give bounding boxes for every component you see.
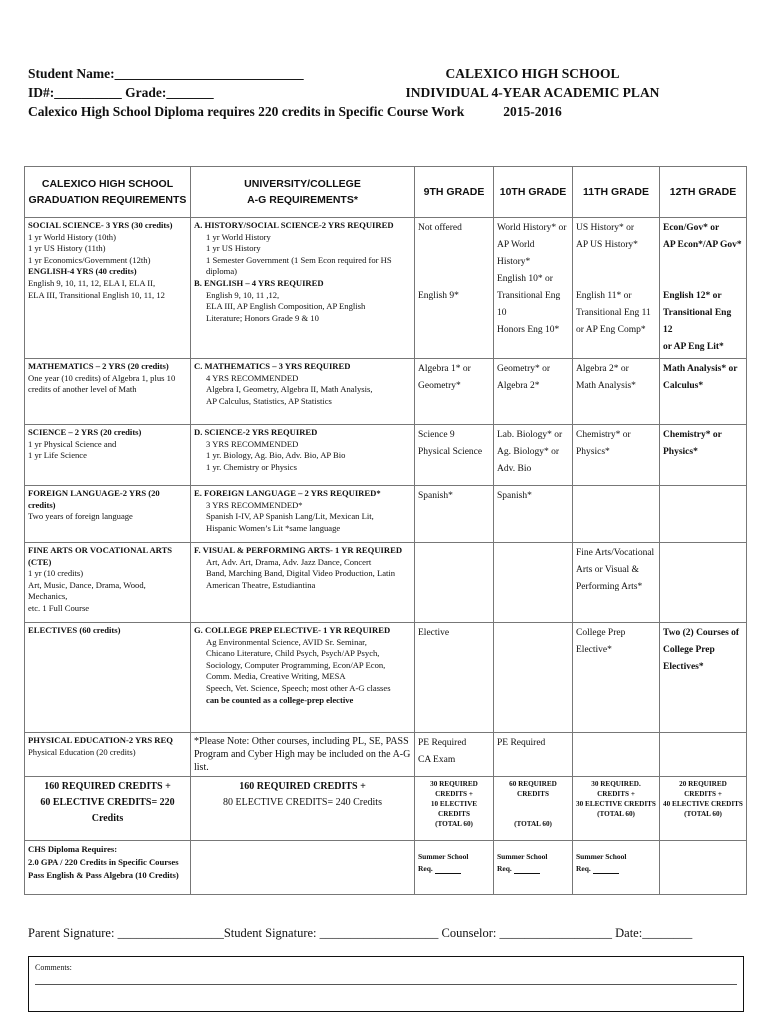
ag-requirements-cell <box>191 486 415 543</box>
cell-line: Algebra 2* or <box>576 364 629 374</box>
academic-plan-table <box>24 166 747 895</box>
totals-line: (TOTAL 60) <box>597 810 635 818</box>
cell-line: SOCIAL SCIENCE- 3 YRS (30 credits) <box>28 220 173 230</box>
12th-grade-totals-cell <box>660 777 747 841</box>
cell-line: Fine Arts/Vocational <box>576 548 655 558</box>
cell-line: English 12* or <box>663 291 722 301</box>
totals-line: CREDITS + <box>597 790 635 798</box>
9th-grade-diploma-cell <box>415 841 494 895</box>
cell-line: Physics* <box>663 447 698 457</box>
totals-line: CREDITS <box>517 790 549 798</box>
cell-line: 1 yr US History (11th) <box>28 243 106 254</box>
9th-grade-cell <box>415 543 494 623</box>
signature-line[interactable]: Parent Signature: _________________Student Signature: ___________________ Counselor: __________________ Date:________ <box>28 926 693 940</box>
cell-line: 1 yr Physical Science and <box>28 438 117 449</box>
req-label: Req. <box>497 863 512 873</box>
diploma-line: 2.0 GPA / 220 Credits in Specific Courses <box>28 857 179 867</box>
cell-line: English 9* <box>418 291 459 301</box>
cell-line: Transitional Eng <box>497 291 561 301</box>
summer-school-label: Summer School <box>576 852 627 861</box>
cell-line: ENGLISH-4 YRS (40 credits) <box>28 266 137 277</box>
id-grade-line: ID#:__________ Grade:_______ <box>28 85 214 100</box>
header-10th-grade: 10TH GRADE <box>494 167 573 218</box>
cell-line: AP World <box>497 240 535 250</box>
9th-grade-cell <box>415 218 494 359</box>
cell-line: E. FOREIGN LANGUAGE – 2 YRS REQUIRED* <box>194 488 381 498</box>
cell-line: PE Required <box>497 738 546 748</box>
cell-line: College Prep <box>663 645 715 655</box>
cell-line: American Theatre, Estudiantina <box>206 579 316 590</box>
9th-grade-cell <box>415 425 494 486</box>
10th-grade-cell <box>494 218 573 359</box>
cell-line: can be counted as a college-prep elective <box>206 694 354 705</box>
cell-line: AP Econ*/AP Gov* <box>663 240 742 250</box>
cell-line: Literature; Honors Grade 9 & 10 <box>206 312 319 323</box>
cell-line: Math Analysis* <box>576 381 636 391</box>
cell-line: Two (2) Courses of <box>663 628 740 638</box>
12th-grade-cell <box>660 623 747 733</box>
totals-line: 80 ELECTIVE CREDITS= 240 Credits <box>223 797 382 808</box>
totals-line: 60 REQUIRED <box>509 780 557 788</box>
table-row <box>25 733 747 777</box>
cell-line <box>576 271 656 288</box>
cell-line: English 9, 10, 11, 12, ELA I, ELA II, <box>28 277 156 288</box>
11th-grade-totals-cell <box>573 777 660 841</box>
req-label: Req. <box>576 863 591 873</box>
10th-grade-diploma-cell <box>494 841 573 895</box>
table-row <box>25 359 747 425</box>
cell-line: FOREIGN LANGUAGE-2 YRS (20 credits) <box>28 488 160 510</box>
totals-line: 30 REQUIRED. <box>591 780 641 788</box>
totals-line: CREDITS <box>438 810 470 818</box>
cell-line <box>418 237 490 254</box>
totals-line: 60 ELECTIVE CREDITS= 220 Credits <box>40 797 175 824</box>
cell-line: Elective* <box>576 645 612 655</box>
cell-line: 1 yr US History <box>206 243 261 254</box>
cell-line: Speech, Vet. Science, Speech; most other A-G classes <box>206 682 391 693</box>
9th-grade-totals-cell <box>415 777 494 841</box>
cell-line: Elective <box>418 628 450 638</box>
cell-line: 3 YRS RECOMMENDED* <box>206 499 303 510</box>
cell-line: Physical Education (20 credits) <box>28 746 136 757</box>
cell-line: One year (10 credits) of Algebra 1, plus 10 <box>28 372 176 383</box>
cell-line: World History* or <box>497 223 567 233</box>
cell-line: Band, Marching Band, Digital Video Production, Latin <box>206 568 396 579</box>
table-row <box>25 543 747 623</box>
cell-line: Art, Adv. Art, Drama, Adv. Jazz Dance, Concert <box>206 556 372 567</box>
cell-line: 3 YRS RECOMMENDED <box>206 438 299 449</box>
graduation-requirements-totals-cell <box>25 777 191 841</box>
req-label: Req. <box>418 863 433 873</box>
cell-line: Ag Environmental Science, AVID Sr. Seminar, <box>206 636 367 647</box>
ag-requirements-cell <box>191 543 415 623</box>
table-row <box>25 425 747 486</box>
graduation-requirements-cell <box>25 733 191 777</box>
cell-line: 1 yr. Chemistry or Physics <box>206 461 297 472</box>
ag-requirements-cell <box>191 425 415 486</box>
cell-line: Transitional Eng 11 <box>576 308 651 318</box>
diploma-row <box>25 841 747 895</box>
graduation-requirements-diploma-cell <box>25 841 191 895</box>
diploma-requirement-line: Calexico High School Diploma requires 220 credits in Specific Course Work <box>28 104 465 119</box>
cell-line <box>418 254 490 271</box>
header-graduation-requirements: CALEXICO HIGH SCHOOL GRADUATION REQUIREMENTS <box>25 167 191 218</box>
graduation-requirements-cell <box>25 543 191 623</box>
cell-line: Two years of foreign language <box>28 511 133 522</box>
11th-grade-cell <box>573 623 660 733</box>
graduation-requirements-cell <box>25 359 191 425</box>
cell-line: Art, Music, Dance, Drama, Wood, Mechanics, <box>28 579 146 602</box>
cell-line: D. SCIENCE-2 YRS REQUIRED <box>194 427 318 437</box>
graduation-requirements-cell <box>25 218 191 359</box>
cell-line: Honors Eng 10* <box>497 325 560 335</box>
9th-grade-cell <box>415 486 494 543</box>
cell-line: or AP Eng Comp* <box>576 325 646 335</box>
comments-label: Comments: <box>35 963 72 972</box>
cell-line: *Please Note: Other courses, including PL, SE, PASS <box>194 736 409 747</box>
cell-line: Comm. Media, Creative Writing, MESA <box>206 671 346 682</box>
ag-requirements-cell <box>191 733 415 777</box>
9th-grade-cell <box>415 623 494 733</box>
totals-line: CREDITS + <box>435 790 473 798</box>
comments-box[interactable] <box>28 956 744 1012</box>
cell-line: B. ENGLISH – 4 YRS REQUIRED <box>194 277 324 288</box>
12th-grade-cell <box>660 218 747 359</box>
totals-line: 30 REQUIRED <box>430 780 478 788</box>
totals-line: 30 ELECTIVE CREDITS <box>576 800 656 808</box>
10th-grade-cell <box>494 425 573 486</box>
cell-line: A. HISTORY/SOCIAL SCIENCE-2 YRS REQUIRED <box>194 220 394 230</box>
cell-line: Chicano Literature, Child Psych, Psych/AP Psych, <box>206 648 380 659</box>
cell-line: Spanish* <box>497 491 532 501</box>
totals-line: CREDITS + <box>684 790 722 798</box>
cell-line <box>576 254 656 271</box>
graduation-requirements-cell <box>25 623 191 733</box>
cell-line: Chemistry* or <box>576 430 631 440</box>
cell-line: Calculus* <box>663 381 704 391</box>
cell-line: Geometry* or <box>497 364 551 374</box>
11th-grade-cell <box>573 359 660 425</box>
cell-line: Ag. Biology* or <box>497 447 560 457</box>
ag-requirements-cell <box>191 218 415 359</box>
cell-line: AP Calculus, Statistics, AP Statistics <box>206 395 332 406</box>
cell-line: 4 YRS RECOMMENDED <box>206 372 299 383</box>
cell-line: 10 <box>497 308 507 318</box>
diploma-line: CHS Diploma Requires: <box>28 844 118 854</box>
cell-line: College Prep <box>576 628 626 638</box>
totals-line: 20 REQUIRED <box>679 780 727 788</box>
12th-grade-cell <box>660 543 747 623</box>
student-name-line: Student Name:____________________________ <box>28 66 304 81</box>
cell-line: FINE ARTS OR VOCATIONAL ARTS <box>28 545 173 555</box>
table-row <box>25 218 747 359</box>
cell-line: 1 yr Life Science <box>28 450 87 461</box>
cell-line <box>663 271 743 288</box>
header-ag-requirements: UNIVERSITY/COLLEGE A-G REQUIREMENTS* <box>191 167 415 218</box>
cell-line: Physics* <box>576 447 610 457</box>
cell-line: Science 9 <box>418 430 455 440</box>
req-field[interactable] <box>418 863 490 875</box>
10th-grade-cell <box>494 543 573 623</box>
12th-grade-cell <box>660 486 747 543</box>
cell-line: AP US History* <box>576 240 638 250</box>
cell-line: or AP Eng Lit* <box>663 342 724 352</box>
cell-line: (CTE) <box>28 556 52 567</box>
cell-line: Spanish I-IV, AP Spanish Lang/Lit, Mexican Lit, <box>206 511 374 522</box>
cell-line: 1 yr (10 credits) <box>28 568 84 579</box>
cell-line: English 11* or <box>576 291 632 301</box>
req-field[interactable] <box>576 863 656 875</box>
cell-line: Geometry* <box>418 381 461 391</box>
cell-line: Math Analysis* or <box>663 364 738 374</box>
9th-grade-cell <box>415 733 494 777</box>
table-row <box>25 486 747 543</box>
cell-line: English 9, 10, 11 ,12, <box>206 289 280 300</box>
11th-grade-cell <box>573 543 660 623</box>
11th-grade-cell <box>573 425 660 486</box>
student-info-header <box>28 64 464 121</box>
cell-line: Chemistry* or <box>663 430 722 440</box>
cell-line: Physical Science <box>418 447 483 457</box>
cell-line: ELECTIVES (60 credits) <box>28 625 121 635</box>
ag-requirements-cell <box>191 623 415 733</box>
cell-line: etc. 1 Full Course <box>28 602 90 613</box>
cell-line: Spanish* <box>418 491 453 501</box>
graduation-requirements-cell <box>25 486 191 543</box>
cell-line: 1 yr Economics/Government (12th) <box>28 254 151 265</box>
totals-line: 160 REQUIRED CREDITS + <box>239 781 366 792</box>
req-blank[interactable] <box>514 865 540 874</box>
totals-row <box>25 777 747 841</box>
9th-grade-cell <box>415 359 494 425</box>
cell-line: Transitional Eng 12 <box>663 308 732 335</box>
cell-line: Hispanic Women’s Lit *same language <box>206 522 341 533</box>
cell-line: 1 yr World History (10th) <box>28 231 116 242</box>
cell-line: 1 Semester Government (1 Sem Econ required for HS diploma) <box>206 254 392 277</box>
cell-line: Program and Cyber High may be included on the A-G list. <box>194 749 411 773</box>
cell-line: Arts or Visual & <box>576 565 639 575</box>
11th-grade-diploma-cell <box>573 841 660 895</box>
totals-line: 160 REQUIRED CREDITS + <box>44 781 171 792</box>
summer-school-label: Summer School <box>497 852 548 861</box>
comments-line <box>35 974 737 985</box>
cell-line: MATHEMATICS – 2 YRS (20 credits) <box>28 361 169 371</box>
cell-line: Performing Arts* <box>576 582 643 592</box>
cell-line: Adv. Bio <box>497 464 532 474</box>
cell-line: ELA III, Transitional English 10, 11, 12 <box>28 289 165 300</box>
cell-line: 1 yr World History <box>206 231 271 242</box>
cell-line: SCIENCE – 2 YRS (20 credits) <box>28 427 142 437</box>
table-row <box>25 623 747 733</box>
req-blank[interactable] <box>593 865 619 874</box>
summer-school-label: Summer School <box>418 852 469 861</box>
diploma-line: Pass English & Pass Algebra (10 Credits) <box>28 870 179 880</box>
cell-line: Econ/Gov* or <box>663 223 720 233</box>
10th-grade-cell <box>494 623 573 733</box>
cell-line: CA Exam <box>418 755 456 765</box>
totals-line: (TOTAL 60) <box>514 820 552 828</box>
cell-line: Sociology, Computer Programming, Econ/AP Econ, <box>206 659 386 670</box>
cell-line: Algebra 2* <box>497 381 540 391</box>
cell-line: Lab. Biology* or <box>497 430 563 440</box>
cell-line <box>663 254 743 271</box>
totals-line <box>497 809 569 819</box>
graduation-requirements-cell <box>25 425 191 486</box>
11th-grade-cell <box>573 733 660 777</box>
cell-line: History* <box>497 257 531 267</box>
req-blank[interactable] <box>435 865 461 874</box>
12th-grade-diploma-cell <box>660 841 747 895</box>
cell-line: Algebra 1* or <box>418 364 471 374</box>
header-12th-grade: 12TH GRADE <box>660 167 747 218</box>
10th-grade-cell <box>494 359 573 425</box>
school-year: 2015-2016 <box>503 104 562 119</box>
cell-line: English 10* or <box>497 274 553 284</box>
totals-line <box>497 799 569 809</box>
10th-grade-totals-cell <box>494 777 573 841</box>
cell-line: Not offered <box>418 223 462 233</box>
ag-requirements-cell <box>191 359 415 425</box>
12th-grade-cell <box>660 359 747 425</box>
cell-line: 1 yr. Biology, Ag. Bio, Adv. Bio, AP Bio <box>206 450 346 461</box>
cell-line: US History* or <box>576 223 635 233</box>
cell-line: G. COLLEGE PREP ELECTIVE- 1 YR REQUIRED <box>194 625 391 635</box>
cell-line: ELA III, AP English Composition, AP English <box>206 301 366 312</box>
cell-line <box>418 271 490 288</box>
cell-line: credits of another level of Math <box>28 384 137 395</box>
cell-line: F. VISUAL & PERFORMING ARTS- 1 YR REQUIRED <box>194 545 403 555</box>
cell-line: PHYSICAL EDUCATION-2 YRS REQ <box>28 735 173 745</box>
12th-grade-cell <box>660 425 747 486</box>
ag-requirements-diploma-cell <box>191 841 415 895</box>
header-11th-grade: 11TH GRADE <box>573 167 660 218</box>
plan-title: INDIVIDUAL 4-YEAR ACADEMIC PLAN <box>405 85 660 100</box>
school-name: CALEXICO HIGH SCHOOL <box>445 66 620 81</box>
totals-line: 10 ELECTIVE <box>430 800 478 808</box>
11th-grade-cell <box>573 486 660 543</box>
header-9th-grade: 9TH GRADE <box>415 167 494 218</box>
table-header-row <box>25 167 747 218</box>
totals-line: 40 ELECTIVE CREDITS <box>663 800 743 808</box>
12th-grade-cell <box>660 733 747 777</box>
totals-line: (TOTAL 60) <box>435 820 473 828</box>
cell-line: C. MATHEMATICS – 3 YRS REQUIRED <box>194 361 351 371</box>
totals-line: (TOTAL 60) <box>684 810 722 818</box>
10th-grade-cell <box>494 486 573 543</box>
11th-grade-cell <box>573 218 660 359</box>
10th-grade-cell <box>494 733 573 777</box>
ag-requirements-totals-cell <box>191 777 415 841</box>
cell-line: Algebra I, Geometry, Algebra II, Math Analysis, <box>206 384 373 395</box>
cell-line: Electives* <box>663 662 704 672</box>
req-field[interactable] <box>497 863 569 875</box>
cell-line: PE Required <box>418 738 467 748</box>
school-title-header <box>400 64 665 121</box>
